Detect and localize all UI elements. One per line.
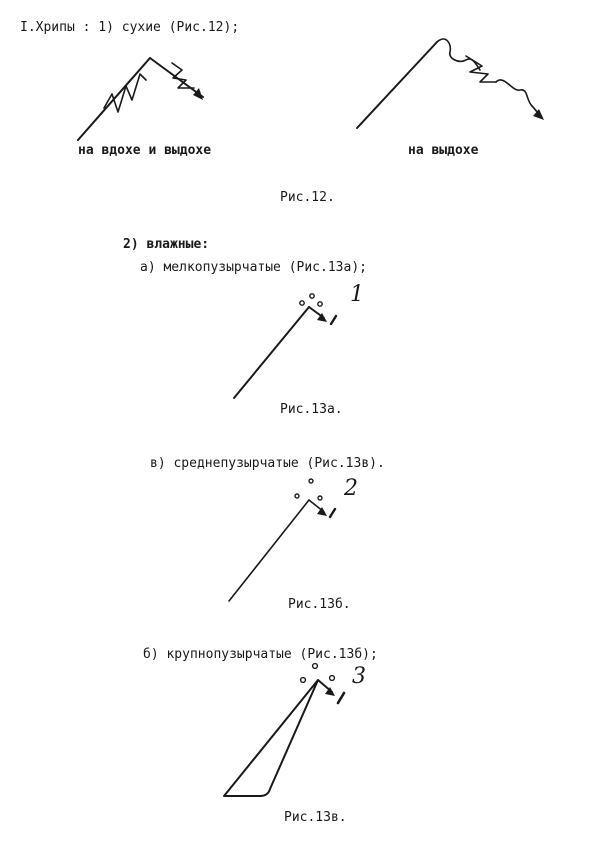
fig13b-caption: Рис.13б.: [288, 597, 351, 612]
fig13c-drawing: [224, 664, 344, 796]
item-a-text: а) мелкопузырчатые (Рис.13а);: [140, 260, 367, 275]
section2-heading: 2) влажные:: [123, 237, 210, 252]
fig12-left-drawing: [78, 58, 203, 140]
label-exhale: на выдохе: [408, 143, 479, 158]
fig13c-caption: Рис.13в.: [284, 810, 347, 825]
section1-heading: I.Хрипы : 1) сухие (Рис.12);: [20, 20, 240, 35]
item-a-mark: 1: [350, 282, 364, 307]
fig12-caption: Рис.12.: [280, 190, 335, 205]
item-c-mark: 3: [352, 664, 366, 689]
item-c-text: б) крупнопузырчатые (Рис.13б);: [143, 647, 378, 662]
fig13b-drawing: [229, 479, 335, 601]
item-b-mark: 2: [344, 476, 358, 501]
arrow-head-icon: [533, 109, 544, 120]
fig13a-drawing: [234, 294, 336, 398]
label-inhale-exhale: на вдохе и выдохе: [78, 143, 212, 158]
fig13a-caption: Рис.13а.: [280, 402, 343, 417]
fig12-right-drawing: [357, 39, 544, 128]
item-b-text: в) среднепузырчатые (Рис.13в).: [150, 456, 385, 471]
